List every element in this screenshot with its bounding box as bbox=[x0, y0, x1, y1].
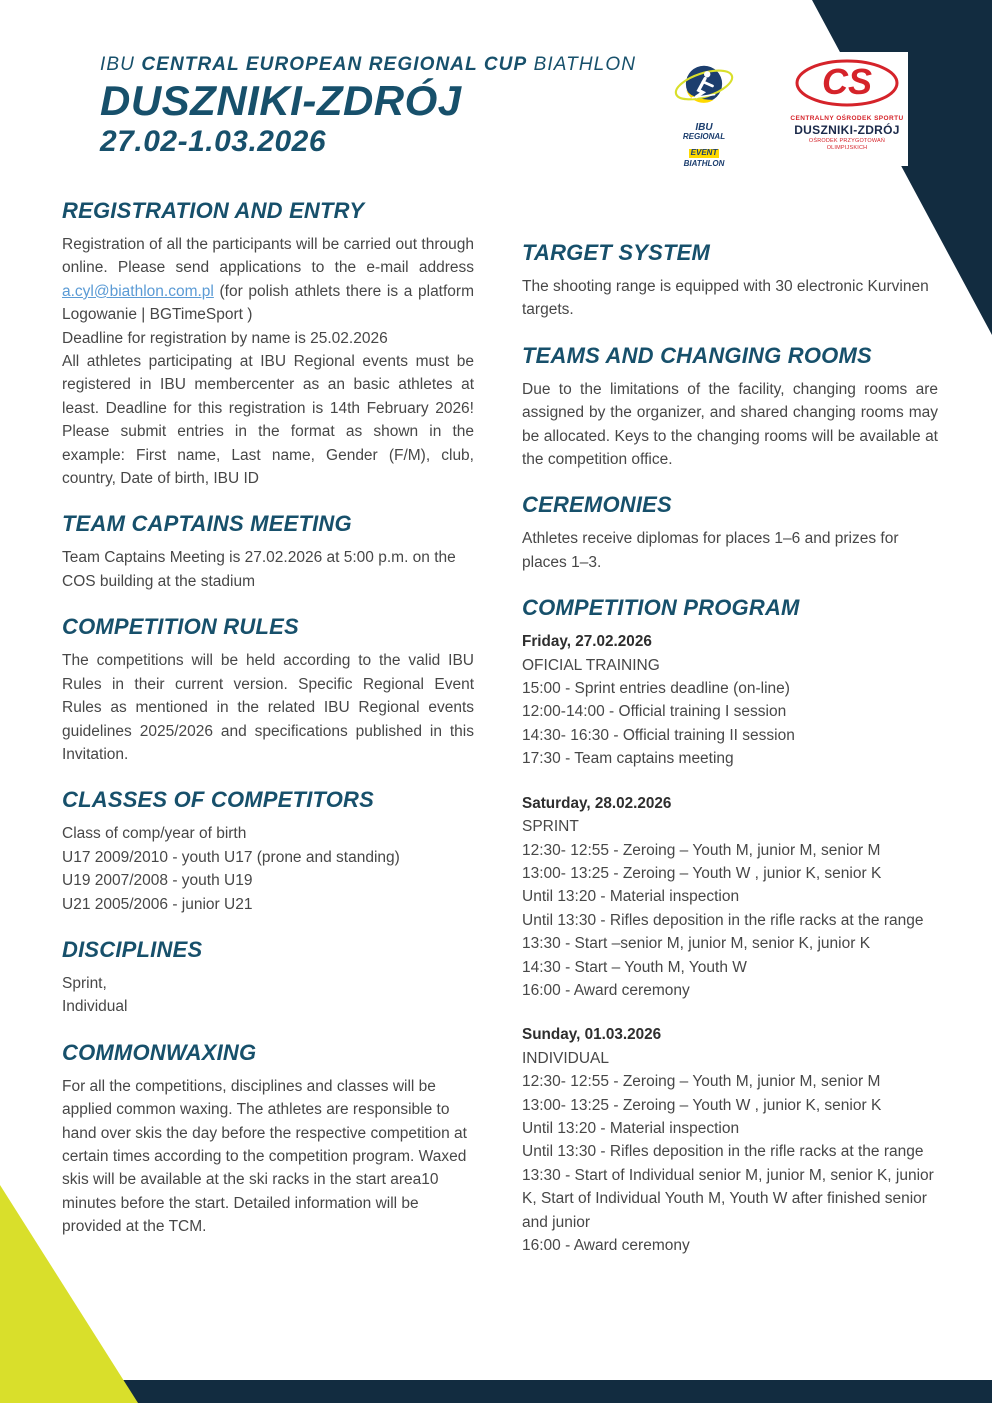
commonwaxing-paragraph: For all the competitions, disciplines and classes will be applied common waxing. The athletes are responsible to hand over skis the day before the respective competition at certain times according to the competition program. Waxed skis will be available at the ski racks in the start area10 minutes before the start. Detailed information will be provided at the TCM. bbox=[62, 1077, 467, 1236]
kicker-main: CENTRAL EUROPEAN REGIONAL CUP bbox=[141, 54, 528, 75]
header bbox=[100, 54, 636, 159]
ibu-logo-line-1: IBU bbox=[695, 122, 713, 133]
classes-lines bbox=[62, 822, 474, 916]
cos-logo-text bbox=[790, 115, 904, 152]
cos-logo bbox=[786, 52, 908, 166]
program-day-date: Sunday, 01.03.2026 bbox=[522, 1026, 662, 1044]
text-line: 17:30 - Team captains meeting bbox=[522, 750, 734, 768]
ibu-biathlete-icon bbox=[672, 57, 736, 120]
competition-rules-paragraph: The competitions will be held according to the valid IBU Rules in their current version. Specific Regional Event Rules as mentioned in the related IBU Regional events guidelines 2025/2026 and specifications published in this Invitation. bbox=[62, 652, 474, 763]
ibu-logo-text bbox=[683, 122, 725, 169]
section-ceremonies bbox=[522, 492, 938, 574]
cos-logo-line-2: DUSZNIKI-ZDRÓJ bbox=[794, 123, 900, 138]
program-day-lines bbox=[522, 677, 938, 771]
text-line: 13:30 - Start –senior M, junior M, senior K, junior K bbox=[522, 935, 871, 953]
text-line: 13:30 - Start of Individual senior M, junior M, senior K, junior K, Start of Individual Youth M, Youth W after finished senior and junior bbox=[522, 1166, 934, 1231]
section-heading: COMPETITION RULES bbox=[62, 614, 299, 640]
program-day-sunday bbox=[522, 1023, 938, 1257]
section-disciplines bbox=[62, 937, 474, 1019]
target-system-paragraph: The shooting range is equipped with 30 electronic Kurvinen targets. bbox=[522, 278, 929, 319]
registration-deadline-line: Deadline for registration by name is 25.02.2026 bbox=[62, 329, 388, 347]
email-link[interactable]: a.cyl@biathlon.com.pl bbox=[62, 282, 214, 300]
cos-logo-line-3: OŚRODEK PRZYGOTOWAŃ OLIMPIJSKICH bbox=[808, 138, 886, 151]
ibu-logo bbox=[652, 52, 756, 169]
ibu-logo-line-2: REGIONAL bbox=[682, 132, 726, 142]
section-classes-of-competitors bbox=[62, 787, 474, 916]
section-heading: CEREMONIES bbox=[522, 492, 672, 518]
program-day-date: Saturday, 28.02.2026 bbox=[522, 794, 672, 812]
page-title: DUSZNIKI-ZDRÓJ bbox=[100, 77, 462, 124]
program-day-date: Friday, 27.02.2026 bbox=[522, 633, 652, 651]
program-day-event: INDIVIDUAL bbox=[522, 1049, 609, 1067]
section-heading: COMMONWAXING bbox=[62, 1039, 257, 1065]
text-line: U19 2007/2008 - youth U19 bbox=[62, 872, 253, 890]
text-line: Until 13:20 - Material inspection bbox=[522, 1119, 740, 1137]
program-day-lines bbox=[522, 1070, 938, 1257]
text-line: U17 2009/2010 - youth U17 (prone and standing) bbox=[62, 848, 400, 866]
section-heading: COMPETITION PROGRAM bbox=[522, 595, 800, 621]
ceremonies-paragraph: Athletes receive diplomas for places 1–6 and prizes for places 1–3. bbox=[522, 530, 899, 571]
ibu-logo-line-3: EVENT bbox=[690, 148, 718, 158]
text-line: 16:00 - Award ceremony bbox=[522, 981, 690, 999]
registration-paragraph-2: All athletes participating at IBU Regional events must be registered in IBU membercenter as an basic athletes at least. Deadline for this registration is 14th February 2026! Please submit entries in the format as shown in the example: First name, Last name, Gender (F/M), club, country, Date of birth, IBU ID bbox=[62, 353, 474, 488]
section-competition-program bbox=[522, 595, 938, 1257]
svg-text:CS: CS bbox=[821, 61, 873, 102]
section-registration bbox=[62, 198, 474, 490]
footer-bar bbox=[0, 1380, 992, 1403]
program-day-saturday bbox=[522, 792, 938, 1003]
text-line: 12:30- 12:55 - Zeroing – Youth M, junior M, senior M bbox=[522, 841, 881, 859]
registration-text-after-link: (for polish athlets there is a platform Logowanie | BGTimeSport ) bbox=[62, 282, 474, 324]
section-heading: TEAMS AND CHANGING ROOMS bbox=[522, 342, 872, 368]
text-line: Until 13:30 - Rifles deposition in the rifle racks at the range bbox=[522, 1143, 924, 1161]
text-line: Until 13:30 - Rifles deposition in the rifle racks at the range bbox=[522, 911, 924, 929]
text-line: 14:30- 16:30 - Official training II session bbox=[522, 726, 795, 744]
text-line: 16:00 - Award ceremony bbox=[522, 1237, 690, 1254]
program-day-friday bbox=[522, 630, 938, 770]
registration-paragraph-1 bbox=[62, 233, 474, 327]
section-commonwaxing bbox=[62, 1040, 474, 1239]
section-teams-and-changing-rooms bbox=[522, 343, 938, 472]
cos-monogram-icon bbox=[792, 57, 902, 114]
text-line: 15:00 - Sprint entries deadline (on-line) bbox=[522, 680, 790, 698]
section-heading: CLASSES OF COMPETITORS bbox=[62, 787, 375, 813]
text-line: U21 2005/2006 - junior U21 bbox=[62, 895, 253, 913]
text-line: Individual bbox=[62, 998, 128, 1016]
section-competition-rules bbox=[62, 614, 474, 766]
section-heading: TARGET SYSTEM bbox=[522, 240, 710, 265]
registration-text-before-link: Registration of all the participants will be carried out through online. Please send applications to the e-mail address bbox=[62, 236, 474, 277]
cos-logo-line-1: CENTRALNY OŚRODEK SPORTU bbox=[790, 115, 904, 122]
text-line: 13:00- 13:25 - Zeroing – Youth W , junior K, senior K bbox=[522, 864, 882, 882]
kicker-prefix: IBU bbox=[100, 54, 142, 75]
disciplines-lines bbox=[62, 972, 474, 1019]
text-line: 13:00- 13:25 - Zeroing – Youth W , junior K, senior K bbox=[522, 1096, 882, 1114]
text-line: Sprint, bbox=[62, 974, 107, 992]
right-column bbox=[522, 240, 938, 1278]
text-line: 14:30 - Start – Youth M, Youth W bbox=[522, 958, 747, 976]
ibu-logo-line-4: BIATHLON bbox=[683, 159, 725, 169]
section-target-system bbox=[522, 240, 938, 322]
changing-rooms-paragraph: Due to the limitations of the facility, changing rooms are assigned by the organizer, and shared changing rooms may be allocated. Keys to the changing rooms will be available at the competition office. bbox=[522, 380, 938, 469]
text-line: Until 13:20 - Material inspection bbox=[522, 888, 740, 906]
text-line: Class of comp/year of birth bbox=[62, 825, 247, 843]
program-day-lines bbox=[522, 839, 938, 1003]
event-dates: 27.02-1.03.2026 bbox=[100, 125, 327, 159]
section-heading: REGISTRATION AND ENTRY bbox=[62, 198, 365, 223]
section-team-captains-meeting bbox=[62, 511, 474, 593]
event-kicker bbox=[100, 54, 636, 76]
program-day-event: SPRINT bbox=[522, 818, 579, 836]
text-line: 12:30- 12:55 - Zeroing – Youth M, junior M, senior M bbox=[522, 1073, 881, 1091]
team-captains-paragraph: Team Captains Meeting is 27.02.2026 at 5:00 p.m. on the COS building at the stadium bbox=[62, 549, 456, 590]
left-column bbox=[62, 198, 474, 1260]
text-line: 12:00-14:00 - Official training I session bbox=[522, 703, 787, 721]
kicker-suffix: BIATHLON bbox=[527, 54, 637, 75]
section-heading: TEAM CAPTAINS MEETING bbox=[62, 511, 352, 537]
section-heading: DISCIPLINES bbox=[62, 936, 203, 962]
program-day-event: OFICIAL TRAINING bbox=[522, 656, 660, 674]
